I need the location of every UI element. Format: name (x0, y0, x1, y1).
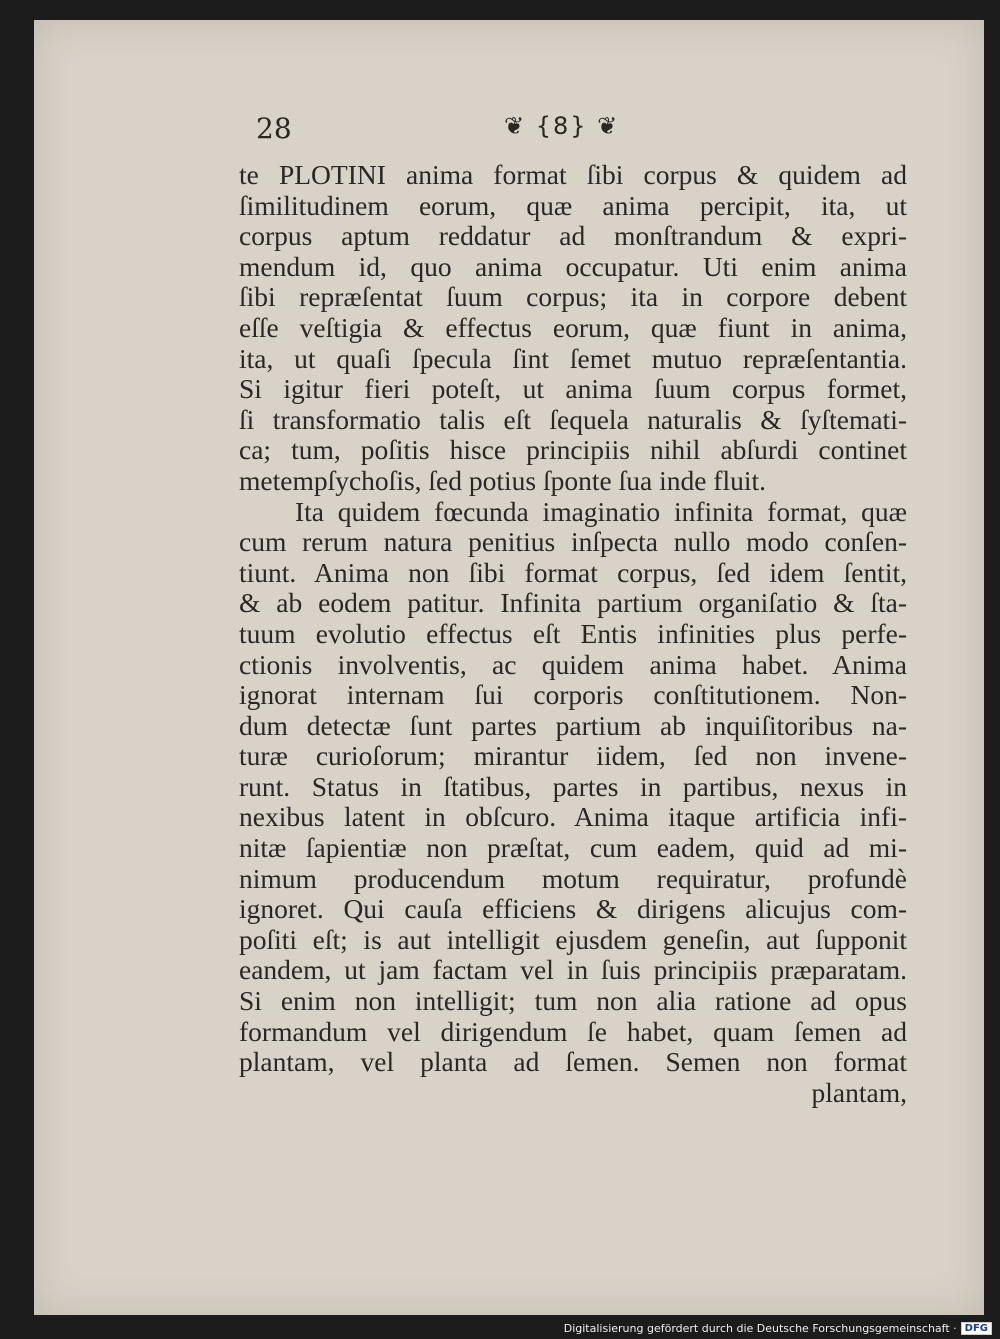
text-line: metempſychoſis, ſed potius ſponte ſua inde fluit. (239, 464, 766, 496)
text-line: dum detectæ ſunt partes partium ab inquiſitoribus na- (239, 709, 907, 741)
text-line: ita, ut quaſi ſpecula ſint ſemet mutuo repræſentantia. (239, 342, 907, 374)
text-line: ſibi repræſentat ſuum corpus; ita in corpore debent (239, 281, 907, 313)
text-line: eſſe veſtigia & effectus eorum, quæ fiunt in anima, (239, 311, 907, 343)
book-page (34, 20, 984, 1315)
text-line: ſimilitudinem eorum, quæ anima percipit, ita, ut (239, 189, 907, 221)
text-line: ſi transformatio talis eſt ſequela naturalis & ſyſtemati- (239, 403, 907, 435)
text-line: poſiti eſt; is aut intelligit ejusdem geneſin, aut ſupponit (239, 923, 907, 955)
text-line: ca; tum, poſitis hisce principiis nihil abſurdi continet (239, 434, 907, 466)
dfg-logo: DFG (961, 1322, 992, 1335)
text-line: nitæ ſapientiæ non præſtat, cum eadem, quid ad mi- (239, 832, 907, 864)
text-line: formandum vel dirigendum ſe habet, quam ſemen ad (239, 1015, 907, 1047)
text-line: eandem, ut jam factam vel in ſuis principiis præparatam. (239, 954, 907, 986)
text-line: cum rerum natura penitius inſpecta nullo modo conſen- (239, 526, 907, 558)
text-line: te PLOTINI anima format ſibi corpus & quidem ad (239, 159, 907, 190)
catchword: plantam, (811, 1076, 907, 1108)
text-line: tiunt. Anima non ſibi format corpus, ſed idem ſentit, (239, 556, 907, 588)
text-line: Si enim non intelligit; tum non alia ratione ad opus (239, 985, 907, 1017)
text-line: nimum producendum motum requiratur, profundè (239, 862, 907, 894)
text-line: nexibus latent in obſcuro. Anima itaque artificia infi- (239, 801, 907, 833)
text-line: & ab eodem patitur. Infinita partium organiſatio & ſta- (239, 587, 907, 619)
text-line: plantam, vel planta ad ſemen. Semen non format (239, 1046, 907, 1078)
text-line: ignorat internam ſui corporis conſtitutionem. Non- (239, 679, 907, 711)
text-line: ctionis involventis, ac quidem anima habet. Anima (239, 648, 907, 680)
digitization-footer (564, 1322, 992, 1335)
text-line: mendum id, quo anima occupatur. Uti enim anima (239, 250, 907, 282)
footer-credit: Digitalisierung gefördert durch die Deutsche Forschungsgemeinschaft · (563, 1322, 957, 1335)
text-line: tuum evolutio effectus eſt Entis infinities plus perfe- (239, 617, 907, 649)
page-header (34, 112, 984, 152)
text-line: ignoret. Qui cauſa efficiens & dirigens alicujus com- (239, 893, 907, 925)
text-line: Si igitur fieri poteſt, ut anima ſuum corpus formet, (239, 373, 907, 405)
header-ornament: ❦ {8} ❦ (504, 112, 620, 140)
body-text (239, 160, 907, 1108)
page-number: 28 (256, 112, 292, 145)
text-line: runt. Status in ſtatibus, partes in partibus, nexus in (239, 770, 907, 802)
text-line: turæ curioſorum; mirantur iidem, ſed non invene- (239, 740, 907, 772)
text-line: Ita quidem fœcunda imaginatio infinita format, quæ (295, 495, 907, 527)
text-line: corpus aptum reddatur ad monſtrandum & expri- (239, 220, 907, 252)
